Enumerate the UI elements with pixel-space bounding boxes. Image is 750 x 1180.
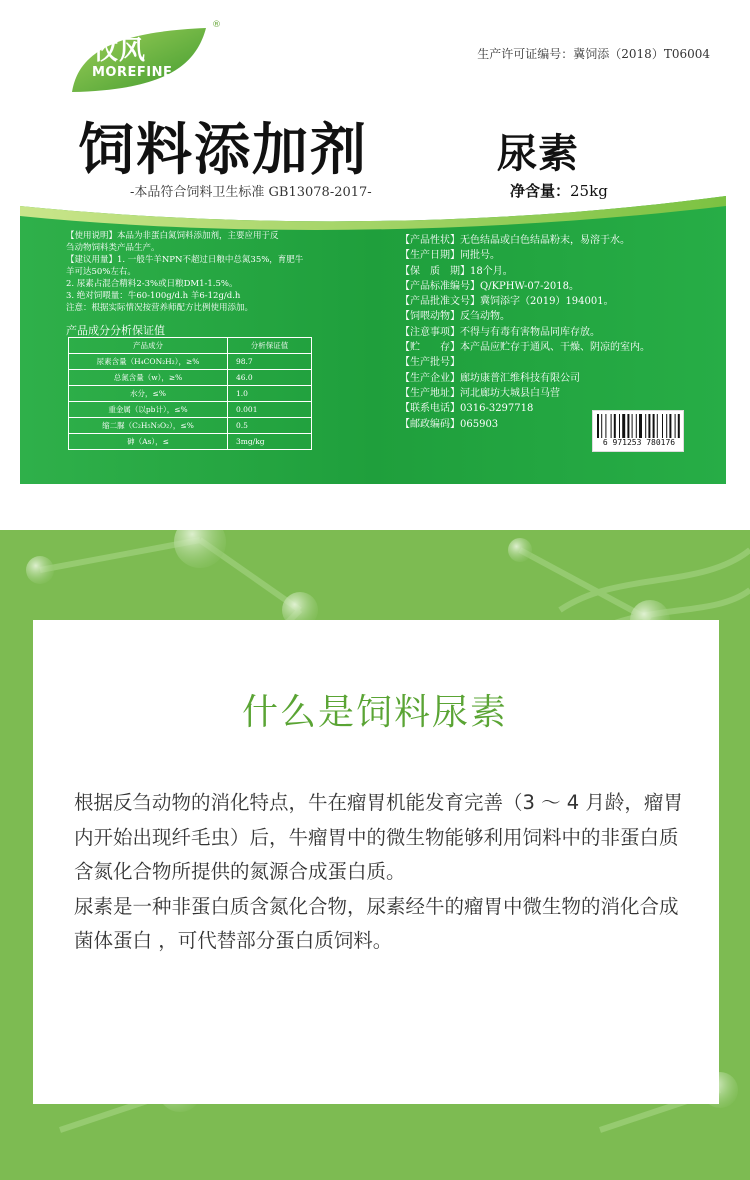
usage-line: 注意：根据实际情况按营养师配方比例使用添加。 xyxy=(66,303,254,313)
info-key: 【贮 存】 xyxy=(400,342,460,354)
product-info-list xyxy=(400,233,700,432)
table-cell: 0.001 xyxy=(228,402,312,418)
info-key: 【联系电话】 xyxy=(400,403,460,415)
registered-mark: ® xyxy=(212,20,221,30)
table-row xyxy=(69,418,312,434)
table-header-row xyxy=(69,338,312,354)
info-value: 065903 xyxy=(460,418,499,430)
info-row xyxy=(400,248,700,263)
product-subtitle: 尿素 xyxy=(497,131,579,177)
barcode-bars-icon xyxy=(593,411,683,439)
info-value: 无色结晶或白色结晶粉末，易溶于水。 xyxy=(460,235,630,246)
section-paragraph: 根据反刍动物的消化特点，牛在瘤胃机能发育完善（3 ～ 4 月龄，瘤胃内开始出现纤毛虫）后，牛瘤胃中的微生物能够利用饲料中的非蛋白质含氮化合物所提供的氮源合成蛋白质。 xyxy=(74,791,683,883)
info-key: 【生产企业】 xyxy=(400,372,460,384)
section-title: 什么是饲料尿素 xyxy=(241,692,508,733)
info-key: 【注意事项】 xyxy=(400,326,460,338)
usage-line: 【建议用量】1. 一般牛羊NPN不超过日粮中总氮35%，育肥牛 xyxy=(66,255,304,265)
table-cell: 缩二脲（C₂H₅N₃O₂），≤% xyxy=(69,418,228,434)
info-key: 【产品性状】 xyxy=(400,235,460,246)
net-label: 净含量： xyxy=(510,182,571,200)
table-cell: 98.7 xyxy=(228,354,312,370)
table-cell: 1.0 xyxy=(228,386,312,402)
table-cell: 尿素含量（H₄CON₂H₂），≥% xyxy=(69,354,228,370)
info-key: 【生产地址】 xyxy=(400,387,460,399)
section-paragraph: 尿素是一种非蛋白质含氮化合物，尿素经牛的瘤胃中微生物的消化合成菌体蛋白 ，可代替部分蛋白质饲料。 xyxy=(74,894,679,952)
product-label xyxy=(0,0,750,530)
usage-line: 刍动物饲料类产品生产。 xyxy=(66,243,160,253)
info-value: Q/KPHW-07-2018。 xyxy=(480,280,579,292)
info-value: 不得与有毒有害物品同库存放。 xyxy=(460,326,600,338)
analysis-table-title: 产品成分分析保证值 xyxy=(66,324,165,337)
usage-line: 2. 尿素占混合精料2-3%或日粮DM1-1.5%。 xyxy=(66,279,238,289)
table-row xyxy=(69,434,312,450)
info-key: 【邮政编码】 xyxy=(400,418,460,430)
table-cell: 重金属（以pb计），≤% xyxy=(69,402,228,418)
analysis-table xyxy=(68,337,312,450)
barcode-number: 6 971253 780176 xyxy=(602,438,676,447)
net-value: 25kg xyxy=(570,182,608,200)
table-cell: 46.0 xyxy=(228,370,312,386)
info-key: 【生产日期】 xyxy=(400,250,460,262)
info-row xyxy=(400,309,700,324)
info-key: 【产品批准文号】 xyxy=(400,296,480,308)
table-row xyxy=(69,402,312,418)
info-row xyxy=(400,233,700,248)
info-key: 【产品标准编号】 xyxy=(400,280,480,292)
usage-line: 【使用说明】本品为非蛋白氮饲料添加剂，主要应用于反 xyxy=(66,231,279,241)
info-value: 18个月。 xyxy=(470,265,513,277)
usage-instructions xyxy=(66,230,346,314)
table-row xyxy=(69,386,312,402)
section-body xyxy=(74,786,684,959)
usage-line: 羊可达50%左右。 xyxy=(66,267,136,277)
info-value: 0316-3297718 xyxy=(460,403,534,415)
info-row xyxy=(400,279,700,294)
hygiene-standard: -本品符合饲料卫生标准 GB13078-2017- xyxy=(130,185,372,200)
table-cell: 0.5 xyxy=(228,418,312,434)
production-license: 生产许可证编号：冀饲添（2018）T06004 xyxy=(477,47,710,61)
info-value: 廊坊康普汇维科技有限公司 xyxy=(460,372,580,384)
info-key: 【饲喂动物】 xyxy=(400,311,460,323)
info-value: 冀饲添字（2019）194001。 xyxy=(480,296,614,308)
table-row xyxy=(69,354,312,370)
table-cell: 总氮含量（w），≥% xyxy=(69,370,228,386)
info-row xyxy=(400,355,700,370)
brand-name-en: MOREFINE xyxy=(92,65,173,80)
info-value: 同批号。 xyxy=(460,250,500,262)
info-row xyxy=(400,371,700,386)
table-row xyxy=(69,370,312,386)
table-cell: 水分，≤% xyxy=(69,386,228,402)
info-row xyxy=(400,325,700,340)
info-row xyxy=(400,340,700,355)
info-key: 【保 质 期】 xyxy=(400,265,470,277)
info-row xyxy=(400,294,700,309)
table-header: 产品成分 xyxy=(69,338,228,354)
info-value: 反刍动物。 xyxy=(460,311,510,323)
info-key: 【生产批号】 xyxy=(400,357,460,369)
brand-name-cn: 牧风 xyxy=(92,36,147,66)
table-header: 分析保证值 xyxy=(228,338,312,354)
usage-line: 3. 绝对饲喂量：牛60-100g/d.h 羊6-12g/d.h xyxy=(66,291,241,301)
table-cell: 砷（As），≤ xyxy=(69,434,228,450)
product-title: 饲料添加剂 xyxy=(78,117,368,183)
info-row xyxy=(400,264,700,279)
info-value: 河北廊坊大城县白马营 xyxy=(460,387,560,399)
info-row xyxy=(400,386,700,401)
info-value: 本产品应贮存于通风、干燥、阴凉的室内。 xyxy=(460,342,650,354)
table-cell: 3mg/kg xyxy=(228,434,312,450)
